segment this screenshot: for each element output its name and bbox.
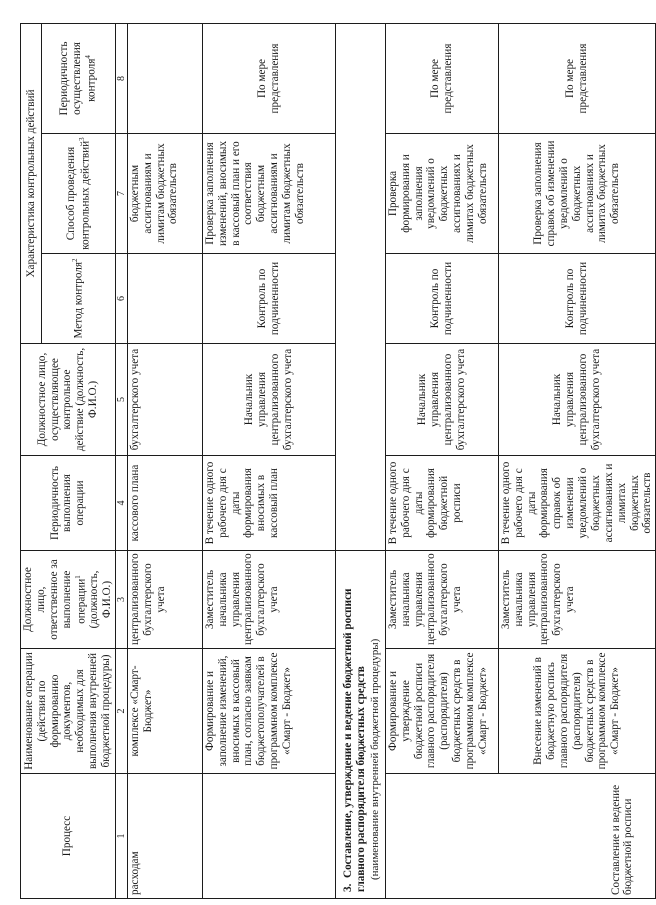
cell-method: Контроль по подчиненности xyxy=(498,254,656,344)
cell-way: бюджетным ассигнованиям и лимитам бюджетных обязательств xyxy=(127,134,202,254)
cell-operation: Внесение изменений в бюджетную роспись главного распорядителя (распорядителя) бюджетных средств в программном комплексе «Смарт - Бюджет» xyxy=(498,649,656,774)
cell-periodicity: В течение одного рабочего дня с даты формирования вносимых в кассовый план xyxy=(202,456,335,551)
header-characteristics: Характеристика контрольных действий xyxy=(21,24,42,344)
column-number: 1 xyxy=(115,774,127,899)
cell-way: Проверка заполнения справок об изменении уведомлений о бюджетных ассигнованиях и лимитах бюджетных обязательств xyxy=(498,134,656,254)
table-row xyxy=(385,24,498,899)
cell-responsible: Заместитель начальника управления централизованного бухгалтерского учета xyxy=(498,551,656,649)
cell-process: расходам xyxy=(127,774,202,899)
column-number: 6 xyxy=(115,254,127,344)
cell-way: Проверка формирования и заполнения уведомлений о бюджетных ассигнованиях и лимитах бюджетных обязательств xyxy=(385,134,498,254)
header-way: Способ проведения контрольных действий$^3$ xyxy=(42,134,115,254)
section-title: 3. Составление, утверждение и ведение бюджетной росписи главного распорядителя бюджетных средств (наименование внутренней бюджетной процедуры) xyxy=(335,551,385,899)
cell-periodicity: кассового плана xyxy=(127,456,202,551)
table-row xyxy=(498,24,656,899)
cell-controller: Начальник управления централизованного бухгалтерского учета xyxy=(202,344,335,456)
cell-controller: Начальник управления централизованного бухгалтерского учета xyxy=(385,344,498,456)
cell-method: Контроль по подчиненности xyxy=(202,254,335,344)
cell-responsible: Заместитель начальника управления централизованного бухгалтерского учета xyxy=(385,551,498,649)
cell-responsible: Заместитель начальника управления централизованного бухгалтерского учета xyxy=(202,551,335,649)
cell-method xyxy=(127,254,202,344)
header-periodicity: Периодичность выполнения операции xyxy=(21,456,116,551)
column-number: 5 xyxy=(115,344,127,456)
cell-frequency xyxy=(127,24,202,134)
column-numbers-row xyxy=(115,24,127,899)
cell-method: Контроль по подчиненности xyxy=(385,254,498,344)
cell-process xyxy=(202,774,335,899)
column-number: 8 xyxy=(115,24,127,134)
table-row xyxy=(202,24,335,899)
table-row xyxy=(127,24,202,899)
cell-operation: Формирование и заполнение изменений, вносимых в кассовый план, согласно заявкам бюджетополучателей в программном комплексе «Смарт - Бюджет» xyxy=(202,649,335,774)
header-process: Процесс xyxy=(21,774,116,899)
section-heading-row xyxy=(335,24,385,899)
header-responsible: Должностное лицо, ответственное за выполнение операции$^1$ (должность, Ф.И.О.) xyxy=(21,551,116,649)
column-number: 4 xyxy=(115,456,127,551)
column-number: 3 xyxy=(115,551,127,649)
column-number: 2 xyxy=(115,649,127,774)
header-operation: Наименование операции (действия по формированию документов, необходимых для выполнения внутренней бюджетной процедуры) xyxy=(21,649,116,774)
cell-process: Составление и ведение бюджетной росписи xyxy=(385,774,656,899)
cell-frequency: По мере представления xyxy=(498,24,656,134)
column-number: 7 xyxy=(115,134,127,254)
header-method: Метод контроля$^2$ xyxy=(42,254,115,344)
cell-controller: бухгалтерского учета xyxy=(127,344,202,456)
cell-way: Проверка заполнения изменений, вносимых в кассовый план и его соответствия бюджетным ассигнованиям и лимитам бюджетных обязательств xyxy=(202,134,335,254)
cell-periodicity: В течение одного рабочего дня с даты формирования бюджетной росписи xyxy=(385,456,498,551)
header-frequency: Периодичность осуществления контроля$^4$ xyxy=(42,24,115,134)
cell-operation: Формирование и утверждение бюджетной росписи главного распорядителя (распорядителя) бюджетных средств в программном комплексе «Смарт - Бюджет» xyxy=(385,649,498,774)
section-blank xyxy=(335,24,385,551)
header-controller: Должностное лицо, осуществляющее контрольное действие (должность, Ф.И.О.) xyxy=(21,344,116,456)
control-actions-table xyxy=(20,23,656,899)
cell-responsible: централизованного бухгалтерского учета xyxy=(127,551,202,649)
cell-frequency: По мере представления xyxy=(202,24,335,134)
cell-operation: комплексе «Смарт- Бюджет» xyxy=(127,649,202,774)
cell-periodicity: В течение одного рабочего дня с даты формирования справок об изменении уведомлений о бюджетных ассигнованиях и лимитах бюджетных обязательств xyxy=(498,456,656,551)
cell-controller: Начальник управления централизованного бухгалтерского учета xyxy=(498,344,656,456)
cell-frequency: По мере представления xyxy=(385,24,498,134)
